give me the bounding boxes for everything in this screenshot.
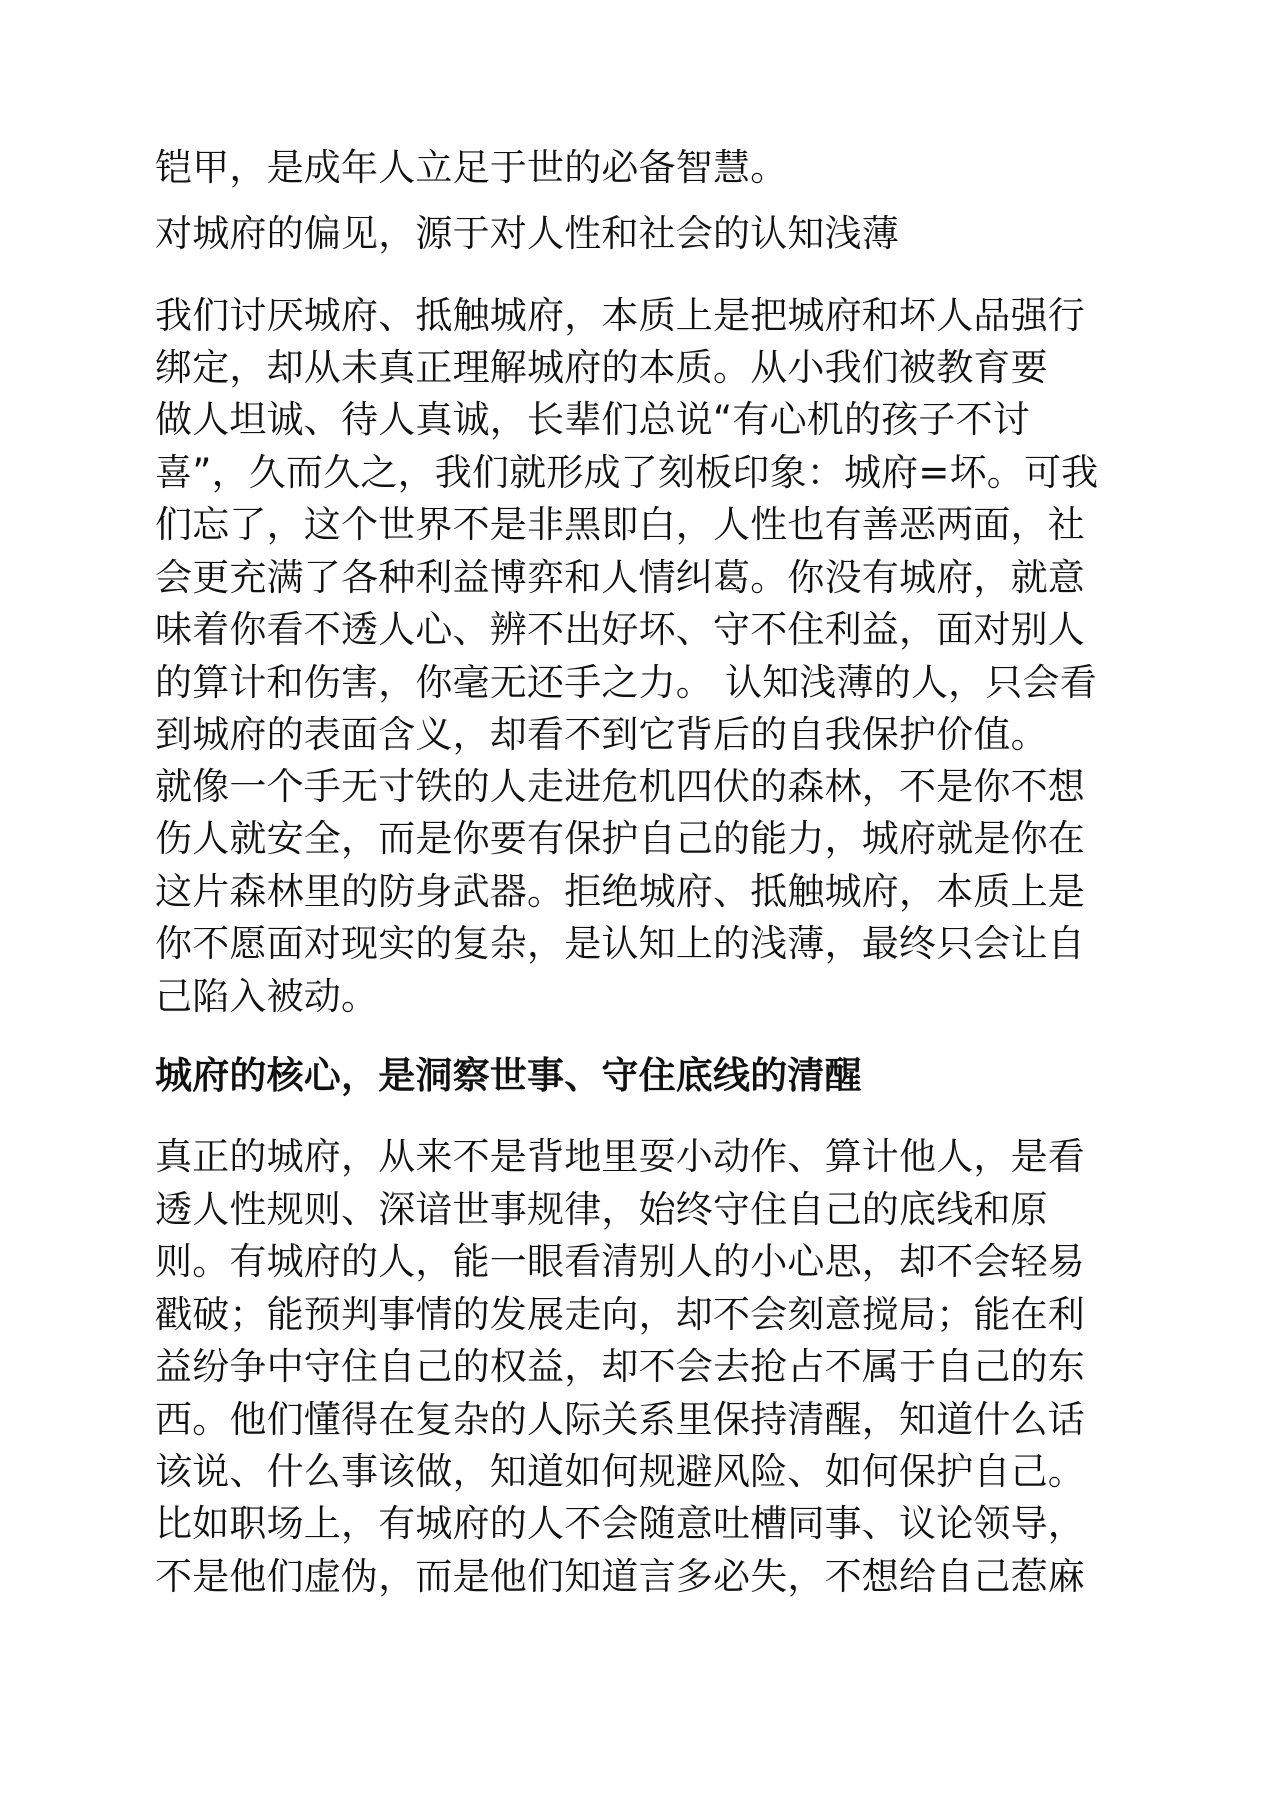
text-line-16: 己陷入被动。 [155,975,379,1018]
text-line-7: 们忘了，这个世界不是非黑即白，人性也有善恶两面，社 [155,503,1085,546]
text-line-1: 铠甲，是成年人立足于世的必备智慧。 [155,146,788,189]
text-line-3: 我们讨厌城府、抵触城府，本质上是把城府和坏人品强行 [155,294,1085,337]
text-line-4: 绑定，却从未真正理解城府的本质。从小我们被教育要 [155,346,1048,389]
text-line-20: 则。有城府的人，能一眼看清别人的小心思，却不会轻易 [155,1240,1085,1283]
text-line-22: 益纷争中守住自己的权益，却不会去抢占不属于自己的东 [155,1345,1085,1388]
text-line-5: 做人坦诚、待人真诚，长辈们总说“有心机的孩子不讨 [155,398,1030,441]
text-line-14: 这片森林里的防身武器。拒绝城府、抵触城府，本质上是 [155,870,1085,913]
text-line-12: 就像一个手无寸铁的人走进危机四伏的森林，不是你不想 [155,765,1085,808]
text-line-8: 会更充满了各种利益博弈和人情纠葛。你没有城府，就意 [155,556,1085,599]
text-line-23: 西。他们懂得在复杂的人际关系里保持清醒，知道什么话 [155,1398,1085,1441]
text-line-15: 你不愿面对现实的复杂，是认知上的浅薄，最终只会让自 [155,922,1085,965]
text-line-2: 对城府的偏见，源于对人性和社会的认知浅薄 [155,212,899,255]
text-line-11: 到城府的表面含义，却看不到它背后的自我保护价值。 [155,713,1048,756]
section-heading: 城府的核心，是洞察世事、守住底线的清醒 [155,1054,862,1097]
text-line-9: 味着你看不透人心、辨不出好坏、守不住利益，面对别人 [155,608,1085,651]
text-line-18: 真正的城府，从来不是背地里耍小动作、算计他人，是看 [155,1135,1085,1178]
text-line-26: 不是他们虚伪，而是他们知道言多必失，不想给自己惹麻 [155,1555,1085,1598]
text-line-19: 透人性规则、深谙世事规律，始终守住自己的底线和原 [155,1188,1048,1231]
text-line-24: 该说、什么事该做，知道如何规避风险、如何保护自己。 [155,1450,1085,1493]
text-line-25: 比如职场上，有城府的人不会随意吐槽同事、议论领导， [155,1502,1085,1545]
text-line-13: 伤人就安全，而是你要有保护自己的能力，城府就是你在 [155,817,1085,860]
text-line-21: 戳破；能预判事情的发展走向，却不会刻意搅局；能在利 [155,1293,1085,1336]
text-line-10: 的算计和伤害，你毫无还手之力。 认知浅薄的人，只会看 [155,661,1097,704]
text-line-6: 喜”，久而久之，我们就形成了刻板印象：城府=坏。可我 [155,451,1099,494]
